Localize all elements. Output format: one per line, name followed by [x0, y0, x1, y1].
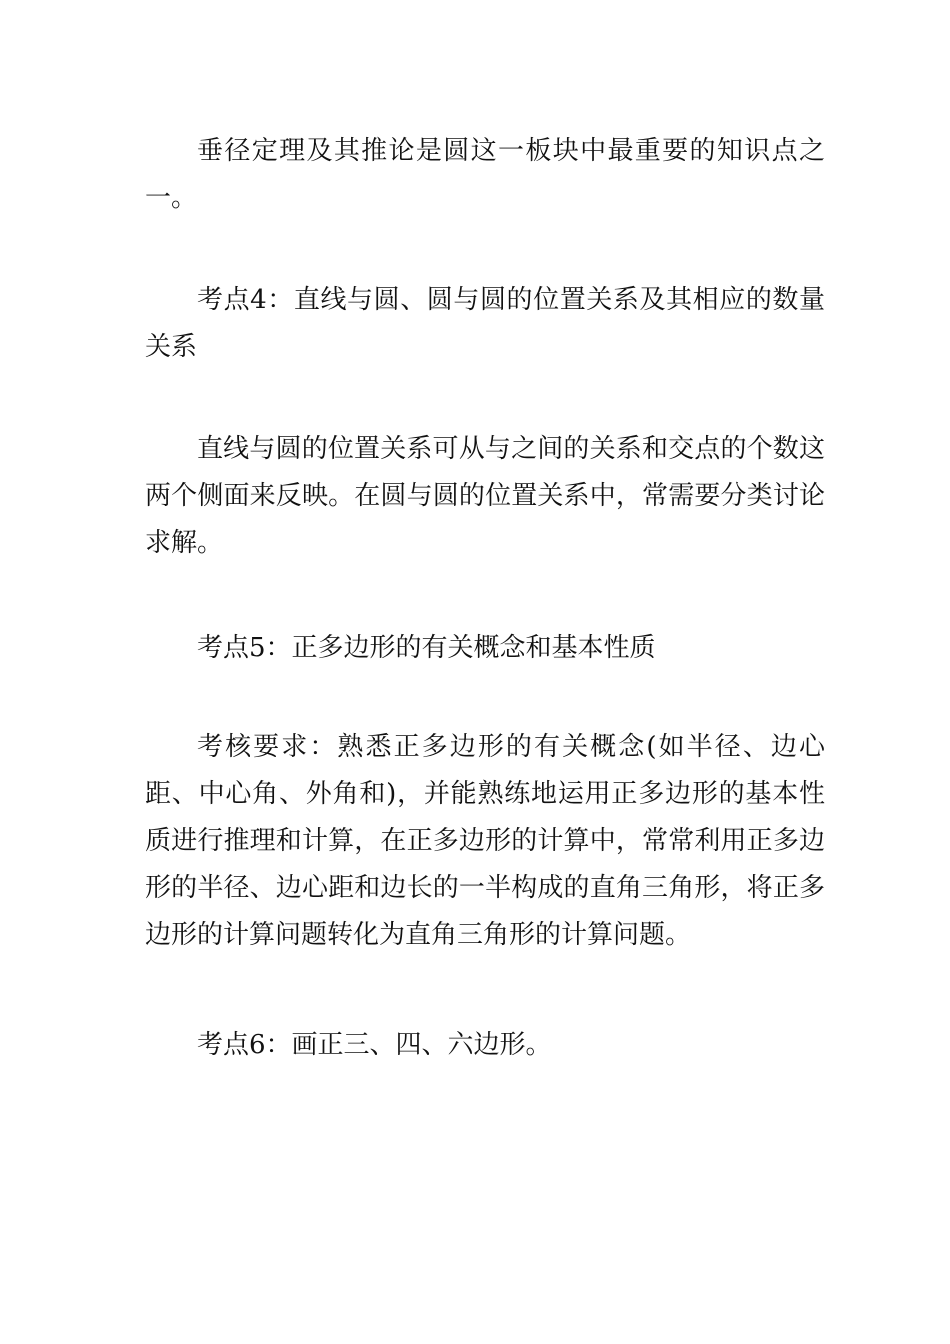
paragraph-assessment-requirements: 考核要求：熟悉正多边形的有关概念(如半径、边心距、中心角、外角和)，并能熟练地运用正多边形的基本性质进行推理和计算，在正多边形的计算中，常常利用正多边形的半径、边心距和边长的一半构成的直角三角形，将正多边形的计算问题转化为直角三角形的计算问题。 [145, 732, 825, 950]
heading-point-6: 考点6：画正三、四、六边形。 [197, 1030, 552, 1060]
heading-point-5: 考点5：正多边形的有关概念和基本性质 [197, 633, 656, 663]
heading-point-4: 考点4：直线与圆、圆与圆的位置关系及其相应的数量关系 [145, 285, 825, 362]
paragraph-line-circle-relation: 直线与圆的位置关系可从与之间的关系和交点的个数这两个侧面来反映。在圆与圆的位置关系中，常需要分类讨论求解。 [145, 434, 825, 558]
paragraph-perpendicular-diameter-theorem: 垂径定理及其推论是圆这一板块中最重要的知识点之一。 [145, 136, 825, 213]
